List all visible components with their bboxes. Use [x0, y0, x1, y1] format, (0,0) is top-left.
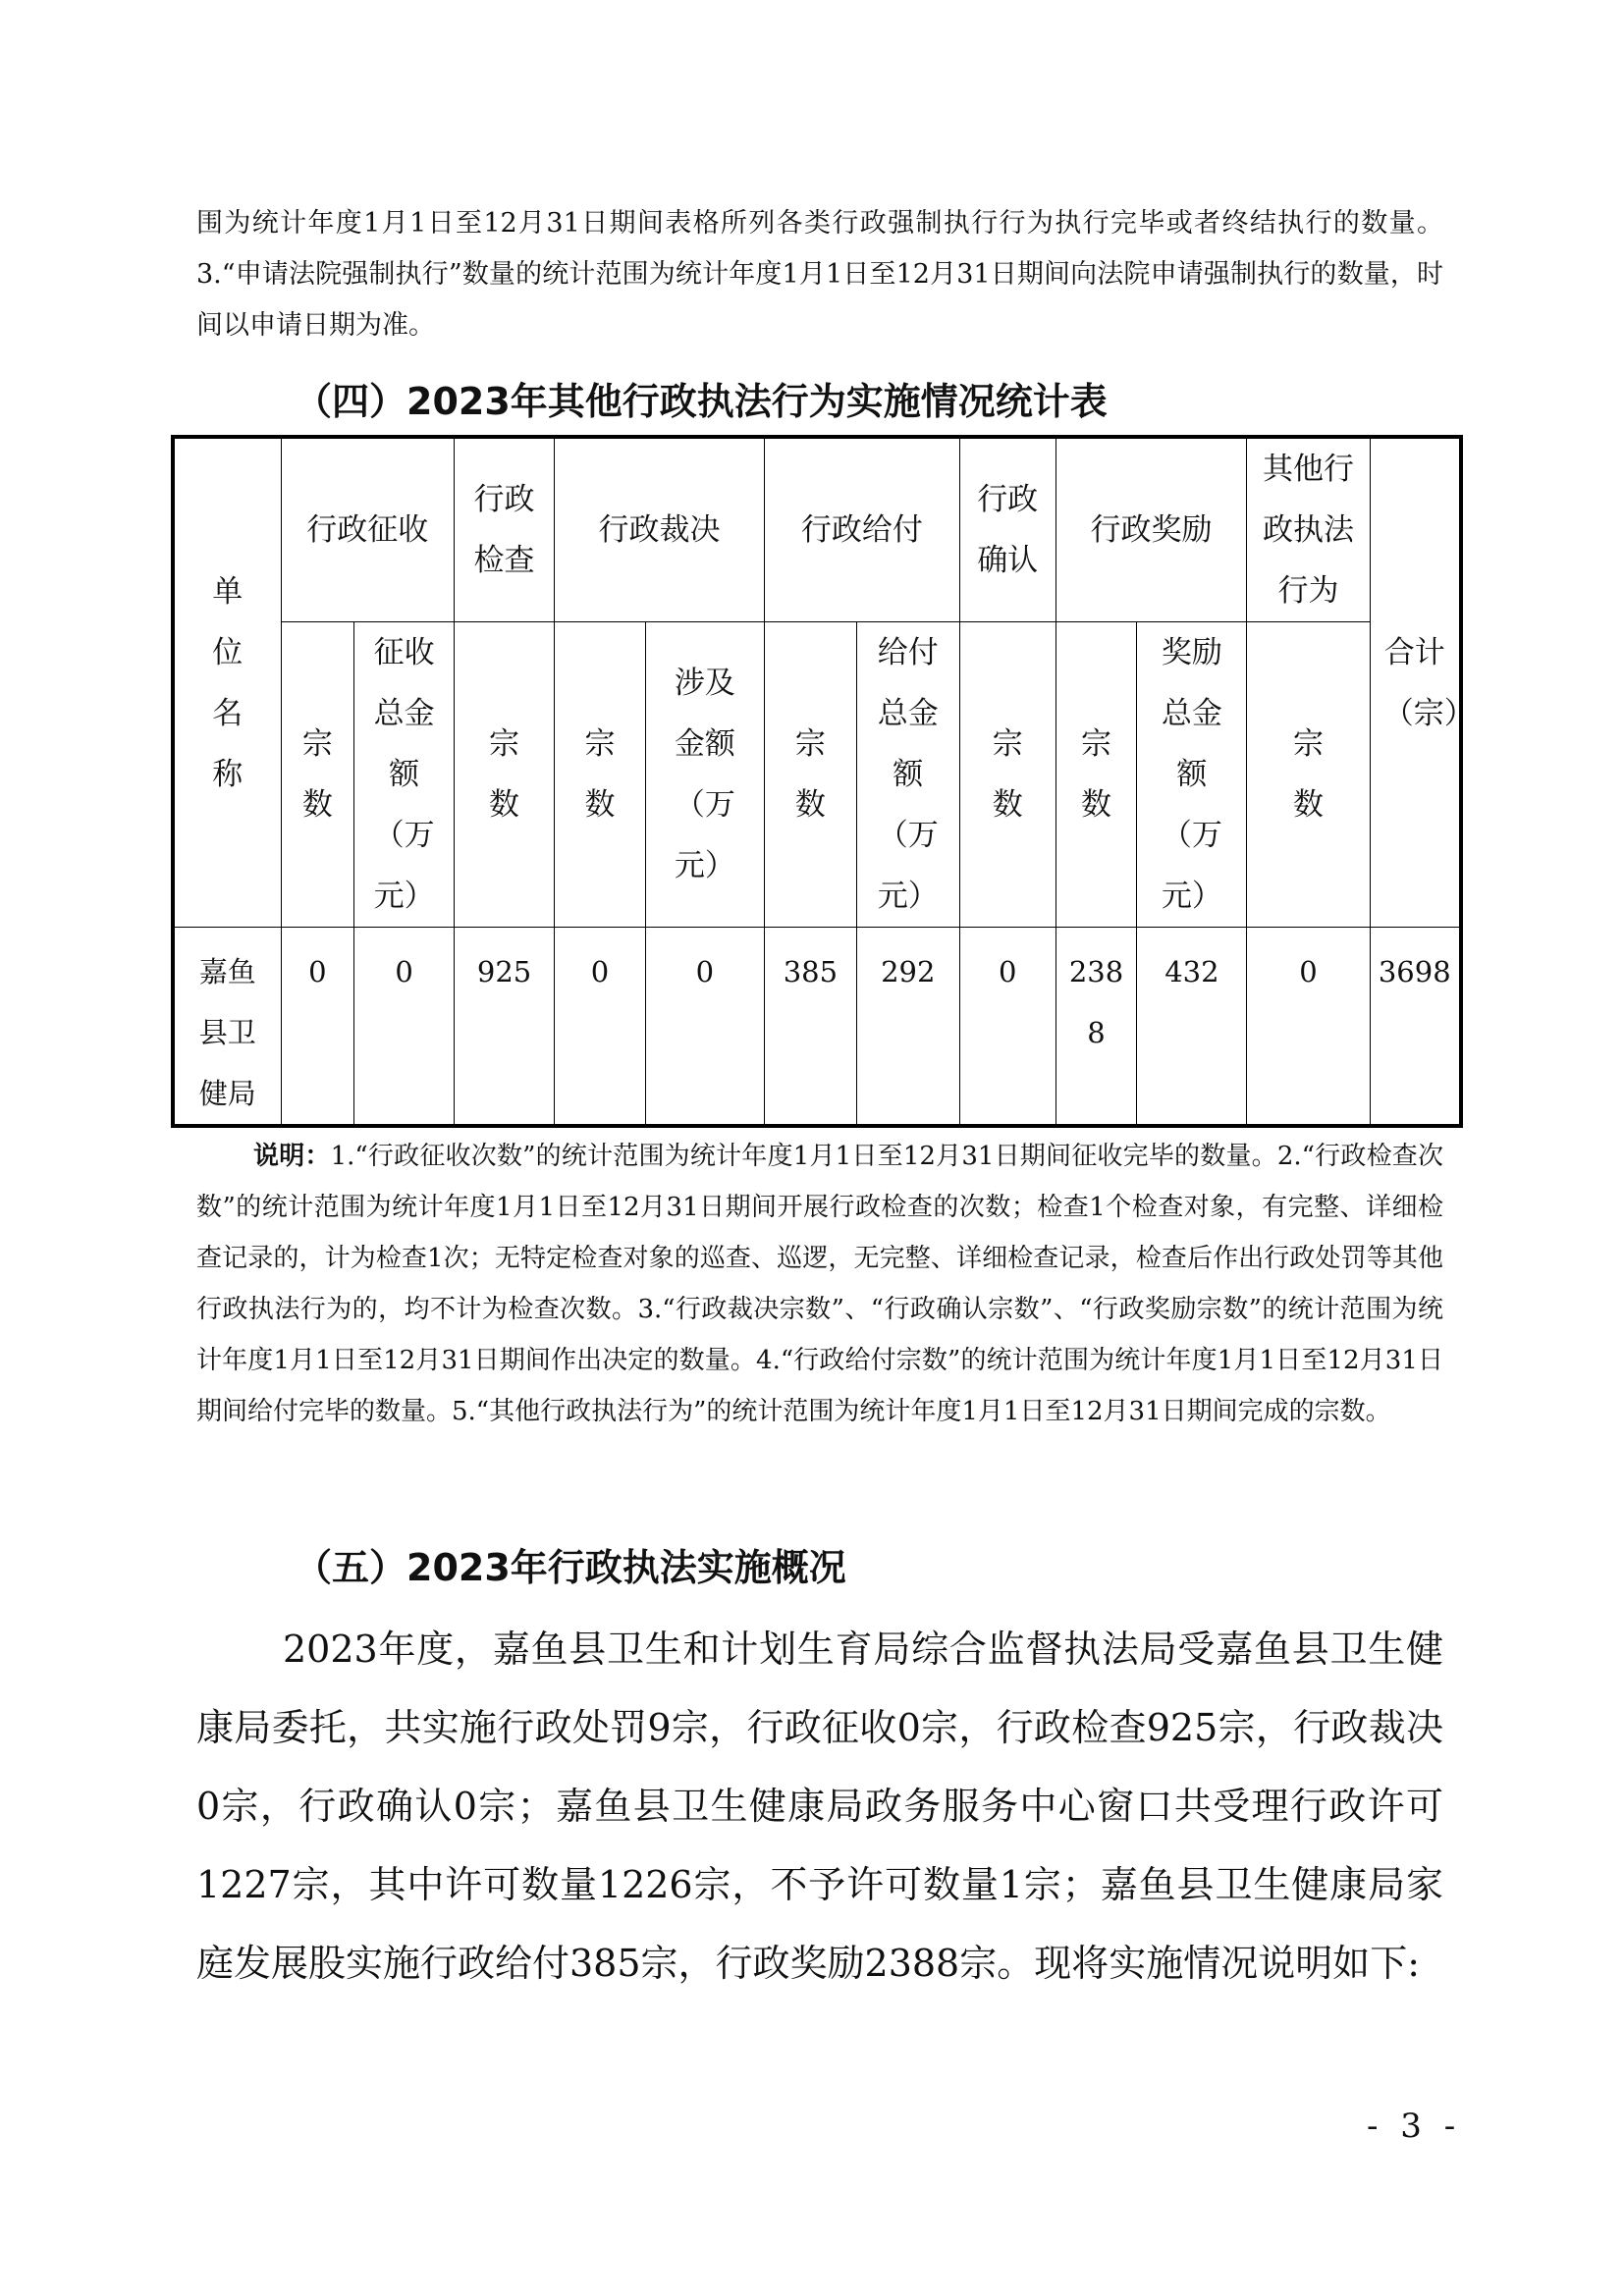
payment-header: 行政给付: [764, 437, 959, 622]
enforcement-stats-table: [171, 435, 1475, 1128]
collection-amount-header: 征收总金额（万元）: [354, 622, 455, 928]
reward-amount-header: 奖励总金额（万元）: [1137, 622, 1247, 928]
ruling-count-header: 宗数: [555, 622, 646, 928]
payment-amount-cell: 292: [856, 928, 959, 1127]
section-5-body: 2023年度，嘉鱼县卫生和计划生育局综合监督执法局受嘉鱼县卫生健康局委托，共实施行政处罚9宗，行政征收0宗，行政检查925宗，行政裁决0宗，行政确认0宗；嘉鱼县卫生健康局政务服务中心窗口共受理行政许可1227宗，其中许可数量1226宗，不予许可数量1宗；嘉鱼县卫生健康局家庭发展股实施行政给付385宗，行政奖励2388宗。现将实施情况说明如下:: [196, 1628, 1443, 1985]
collection-count-header: 宗数: [281, 622, 354, 928]
table-note: [196, 1131, 1443, 1437]
page-number: - 3 -: [1367, 2107, 1462, 2146]
note-text: 1.“行政征收次数”的统计范围为统计年度1月1日至12月31日期间征收完毕的数量。2.“行政检查次数”的统计范围为统计年度1月1日至12月31日期间开展行政检查的次数；检查1个检查对象，有完整、详细检查记录的，计为检查1次；无特定检查对象的巡查、巡逻，无完整、详细检查记录，检查后作出行政处罚等其他行政执法行为的，均不计为检查次数。3.“行政裁决宗数”、“行政确认宗数”、“行政奖励宗数”的统计范围为统计年度1月1日至12月31日期间作出决定的数量。4.“行政给付宗数”的统计范围为统计年度1月1日至12月31日期间给付完毕的数量。5.“其他行政执法行为”的统计范围为统计年度1月1日至12月31日期间完成的宗数。: [196, 1142, 1443, 1426]
collection-header: 行政征收: [281, 437, 455, 622]
other-count-header: 宗数: [1247, 622, 1370, 928]
table-row: [173, 928, 1461, 1127]
unit-name-cell: 嘉鱼县卫健局: [173, 928, 281, 1127]
inspection-count-cell: 925: [455, 928, 555, 1127]
ruling-header: 行政裁决: [555, 437, 765, 622]
unit-name-header: 单位名称: [173, 437, 281, 928]
payment-amount-header: 给付总金额（万元）: [856, 622, 959, 928]
reward-count-cell: 2388: [1056, 928, 1137, 1127]
payment-count-cell: 385: [764, 928, 856, 1127]
total-header: 合计（宗）: [1370, 437, 1461, 928]
total-cell: 3698: [1370, 928, 1461, 1127]
other-count-cell: 0: [1247, 928, 1370, 1127]
confirmation-count-cell: 0: [959, 928, 1056, 1127]
inspection-header: 行政检查: [455, 437, 555, 622]
confirmation-count-header: 宗数: [959, 622, 1056, 928]
section-5-title: （五）2023年行政执法实施概况: [295, 1546, 846, 1589]
section-4-title: （四）2023年其他行政执法行为实施情况统计表: [295, 380, 1108, 423]
inspection-count-header: 宗数: [455, 622, 555, 928]
ruling-amount-cell: 0: [645, 928, 764, 1127]
payment-count-header: 宗数: [764, 622, 856, 928]
other-header: 其他行政执法行为: [1247, 437, 1370, 622]
intro-paragraph: 围为统计年度1月1日至12月31日期间表格所列各类行政强制执行行为执行完毕或者终结执行的数量。3.“申请法院强制执行”数量的统计范围为统计年度1月1日至12月31日期间向法院申请强制执行的数量，时间以申请日期为准。: [196, 208, 1443, 341]
reward-amount-cell: 432: [1137, 928, 1247, 1127]
reward-header: 行政奖励: [1056, 437, 1247, 622]
collection-amount-cell: 0: [354, 928, 455, 1127]
reward-count-header: 宗数: [1056, 622, 1137, 928]
ruling-count-cell: 0: [555, 928, 646, 1127]
ruling-amount-header: 涉及金额（万元）: [645, 622, 764, 928]
collection-count-cell: 0: [281, 928, 354, 1127]
note-prefix: 说明：: [253, 1142, 331, 1171]
confirmation-header: 行政确认: [959, 437, 1056, 622]
